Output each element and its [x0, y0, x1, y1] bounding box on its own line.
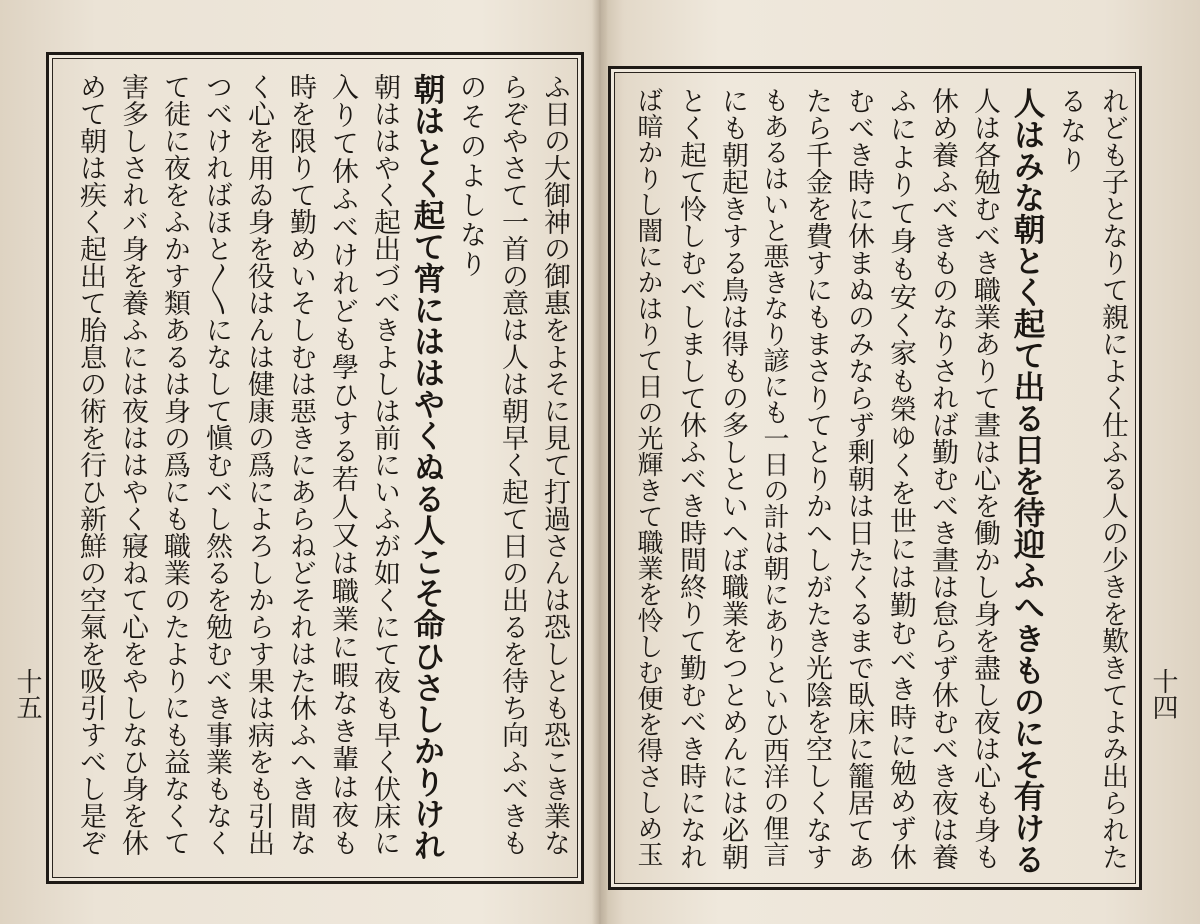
- text-column: たら千金を費すにもまさりてとりかへしがたき光陰を空しくなす: [801, 87, 832, 870]
- text-column: ば暗かりし闇にかはりて日の光輝きて職業を怜しむ便を得さしめ玉: [633, 87, 663, 867]
- right-page: [600, 0, 1200, 924]
- text-column: 害多しされバ身を養ふには夜ははやく寢ねて心をやしなひ身を休: [117, 73, 148, 856]
- text-column: らぞやさて一首の意は人は朝早く起て日の出るを待ち向ふべきも: [497, 73, 528, 856]
- text-column: ふ日の大御神の御惠をよそに見て打過さんは恐しとも恐こき業な: [539, 73, 570, 856]
- text-column: 時を限りて勤めいそしむは惡きにあらねどそれはた休ふへき間な: [285, 73, 316, 856]
- page-number: 十四: [1148, 668, 1178, 720]
- text-column: つべければほと〳〵になして愼むべし然るを勉むべき事業もなく: [201, 73, 232, 856]
- left-page-frame: [46, 52, 584, 884]
- text-column: もあるはいと悪きなり諺にも一日の計は朝にありといひ西洋の俚言: [759, 87, 789, 867]
- text-column: にも朝起きする鳥は得もの多しといへば職業をつとめんには必朝: [717, 87, 748, 870]
- text-column: 朝ははやく起出づべきよしは前にいふが如くにて夜も早く伏床に: [369, 73, 400, 856]
- page-number: 十五: [12, 668, 42, 720]
- text-column: て徒に夜をふかす類あるは身の爲にも職業のたよりにも益なくて: [159, 73, 190, 856]
- left-page-text: [59, 73, 571, 869]
- left-page: [0, 0, 598, 924]
- text-column: 人は各勉むべき職業ありて晝は心を働かし身を盡し夜は心も身も: [969, 87, 1000, 870]
- text-column: ふによりて身も安く家も榮ゆくを世には勤むべき時に勉めず休: [885, 87, 916, 871]
- text-column: 休め養ふべきものなりされば勤むべき晝は怠らず休むべき夜は養: [927, 87, 958, 870]
- text-column: のそのよしなり: [455, 73, 486, 280]
- right-page-text: [621, 87, 1129, 875]
- text-column: 入りて休ふべけれども學ひする若人又は職業に暇なき輩は夜も: [327, 73, 358, 857]
- right-page-frame: [608, 66, 1142, 890]
- text-column: とく起て怜しむべしまして休ふべき時間終りて勤むべき時になれ: [675, 87, 706, 870]
- poem-headline: 朝はとく起て宵にははやくぬる人こそ命ひさしかりけれ: [409, 73, 446, 861]
- poem-headline: 人はみな朝とく起て出る日を待迎ふへきものにそ有ける: [1009, 87, 1046, 875]
- text-column: るなり: [1055, 87, 1086, 176]
- text-column: めて朝は疾く起出て胎息の術を行ひ新鮮の空氣を吸引すべし是ぞ: [75, 73, 106, 856]
- text-column: むべき時に休まぬのみならず剰朝は日たくるまで臥床に籠居てあ: [843, 87, 874, 870]
- text-column: れども子となりて親によく仕ふる人の少きを歎きてよみ出られた: [1097, 87, 1128, 870]
- text-column: く心を用ゐ身を役はんは健康の爲によろしからす果は病をも引出: [243, 73, 274, 856]
